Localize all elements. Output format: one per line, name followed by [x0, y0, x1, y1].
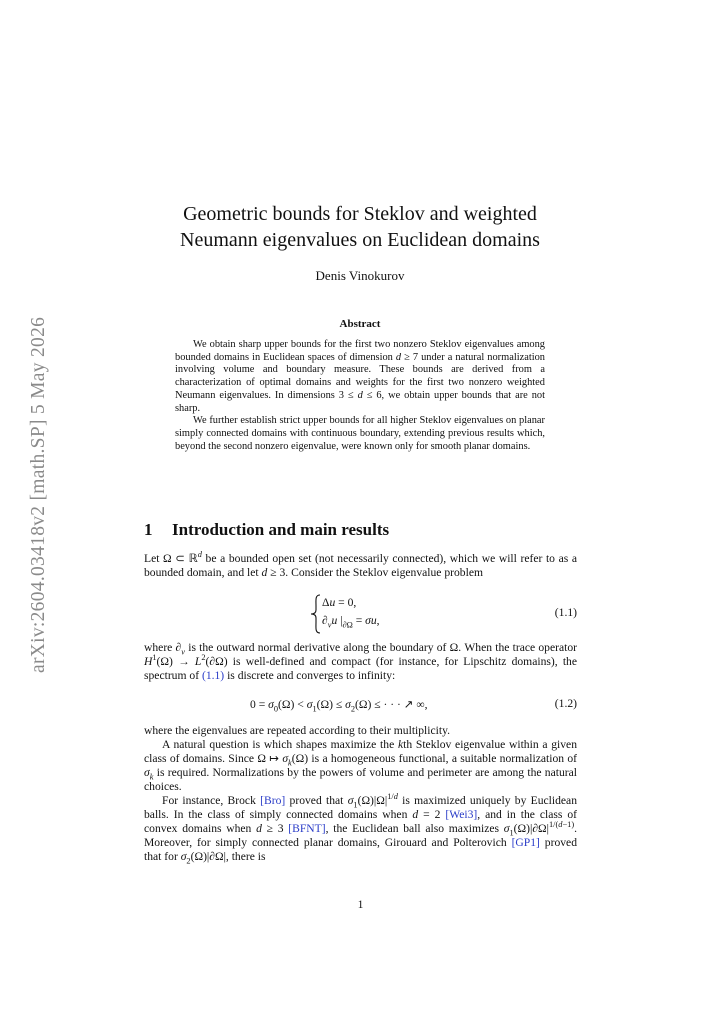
title-line-2: Neumann eigenvalues on Euclidean domains	[180, 229, 540, 251]
abstract-heading: Abstract	[339, 318, 381, 330]
equation-line: $0 = \sigma_0(\Omega) < \sigma_1(\Omega) \le \sigma_2(\Omega)$ ≤ · · · ↗ ∞,	[250, 698, 428, 714]
equation-link[interactable]: (1.1)	[201, 669, 225, 682]
title-line-1: Geometric bounds for Steklov and weighted	[183, 203, 537, 225]
section-title: Introduction and main results	[172, 520, 390, 539]
citation-link[interactable]: [Wei3]	[445, 808, 478, 821]
abstract-paragraph: We further establish strict upper bounds for all higher Steklov eigenvalues on planar simply connected domains with continuous boundary, extending previous results which, beyond the second nonzero eigenvalue, were known only for smooth planar domains.	[175, 415, 545, 452]
citation-link[interactable]: [BFNT]	[288, 822, 326, 835]
page-number: 1	[357, 898, 364, 911]
paper-title	[130, 201, 590, 253]
intro-paragraph-3: where the eigenvalues are repeated according to their multiplicity. A natural question is which shapes maximize the kth Steklov eigenvalue within a given class of domains. Since Ω ↦ $\sigma_k(\Omega)$ is a homogeneous functional, a suitable normalization of $\sigma_k$ is required. Normalizations by the powers of volume and perimeter are among the natural choices. For instance, Brock [Bro] proved that $\sigma_1(\Omega)|\Omega|^{1/d}$ is maximized uniquely by Euclidean balls. In the class of simply connected domains when d = 2 [Wei3], and in the class of convex domains when d ≥ 3 [BFNT], the Euclidean ball also maximizes $\sigma_1(\Omega)|\partial\Omega|^{1/(d-1)}$. Moreover, for simply connected planar domains, Girouard and Polterovich [GP1] proved that for $\sigma_2(\Omega)|\partial\Omega|$, there is	[144, 724, 578, 866]
citation-link[interactable]: [GP1]	[511, 836, 540, 849]
intro-paragraph-2: where $\partial_\nu$ is the outward normal derivative along the boundary of Ω. When the trace operator $H^1(\Omega) \to L^2(\partial\Omega)$ is well-defined and compact (for instance, for Lipschitz domains), the spectrum of (1.1) is discrete and converges to infinity:	[144, 641, 578, 682]
abstract-body	[175, 339, 545, 453]
equation-line: Δu = 0,	[322, 596, 357, 609]
intro-paragraph-1: Let Ω ⊂ ℝ$^d$ be a bounded open set (not necessarily connected), which we will refer to as a bounded domain, and let d ≥ 3. Consider the Steklov eigenvalue problem	[144, 550, 577, 579]
equation-line: $\partial_\nu u$ $|_{\partial\Omega} = \sigma u$,	[322, 614, 380, 630]
abstract-paragraph: We obtain sharp upper bounds for the first two nonzero Steklov eigenvalues among bounded domains in Euclidean spaces of dimension d ≥ 7 under a natural normalization involving volume and boundary measure. These bounds are derived from a characterization of optimal domains and weights for the first two nonzero weighted Neumann eigenvalues. In dimensions 3 ≤ d ≤ 6, we obtain upper bounds that are not sharp.	[175, 339, 546, 414]
author-name: Denis Vinokurov	[315, 268, 405, 283]
equation-number: (1.2)	[554, 697, 577, 710]
equation-number: (1.1)	[554, 606, 577, 619]
system-brace	[310, 594, 322, 634]
section-heading	[144, 520, 389, 540]
arxiv-identifier: arXiv:2604.03418v2 [math.SP] 5 May 2026	[28, 316, 49, 674]
citation-link[interactable]: [Bro]	[260, 794, 286, 807]
section-number: 1	[144, 520, 153, 539]
